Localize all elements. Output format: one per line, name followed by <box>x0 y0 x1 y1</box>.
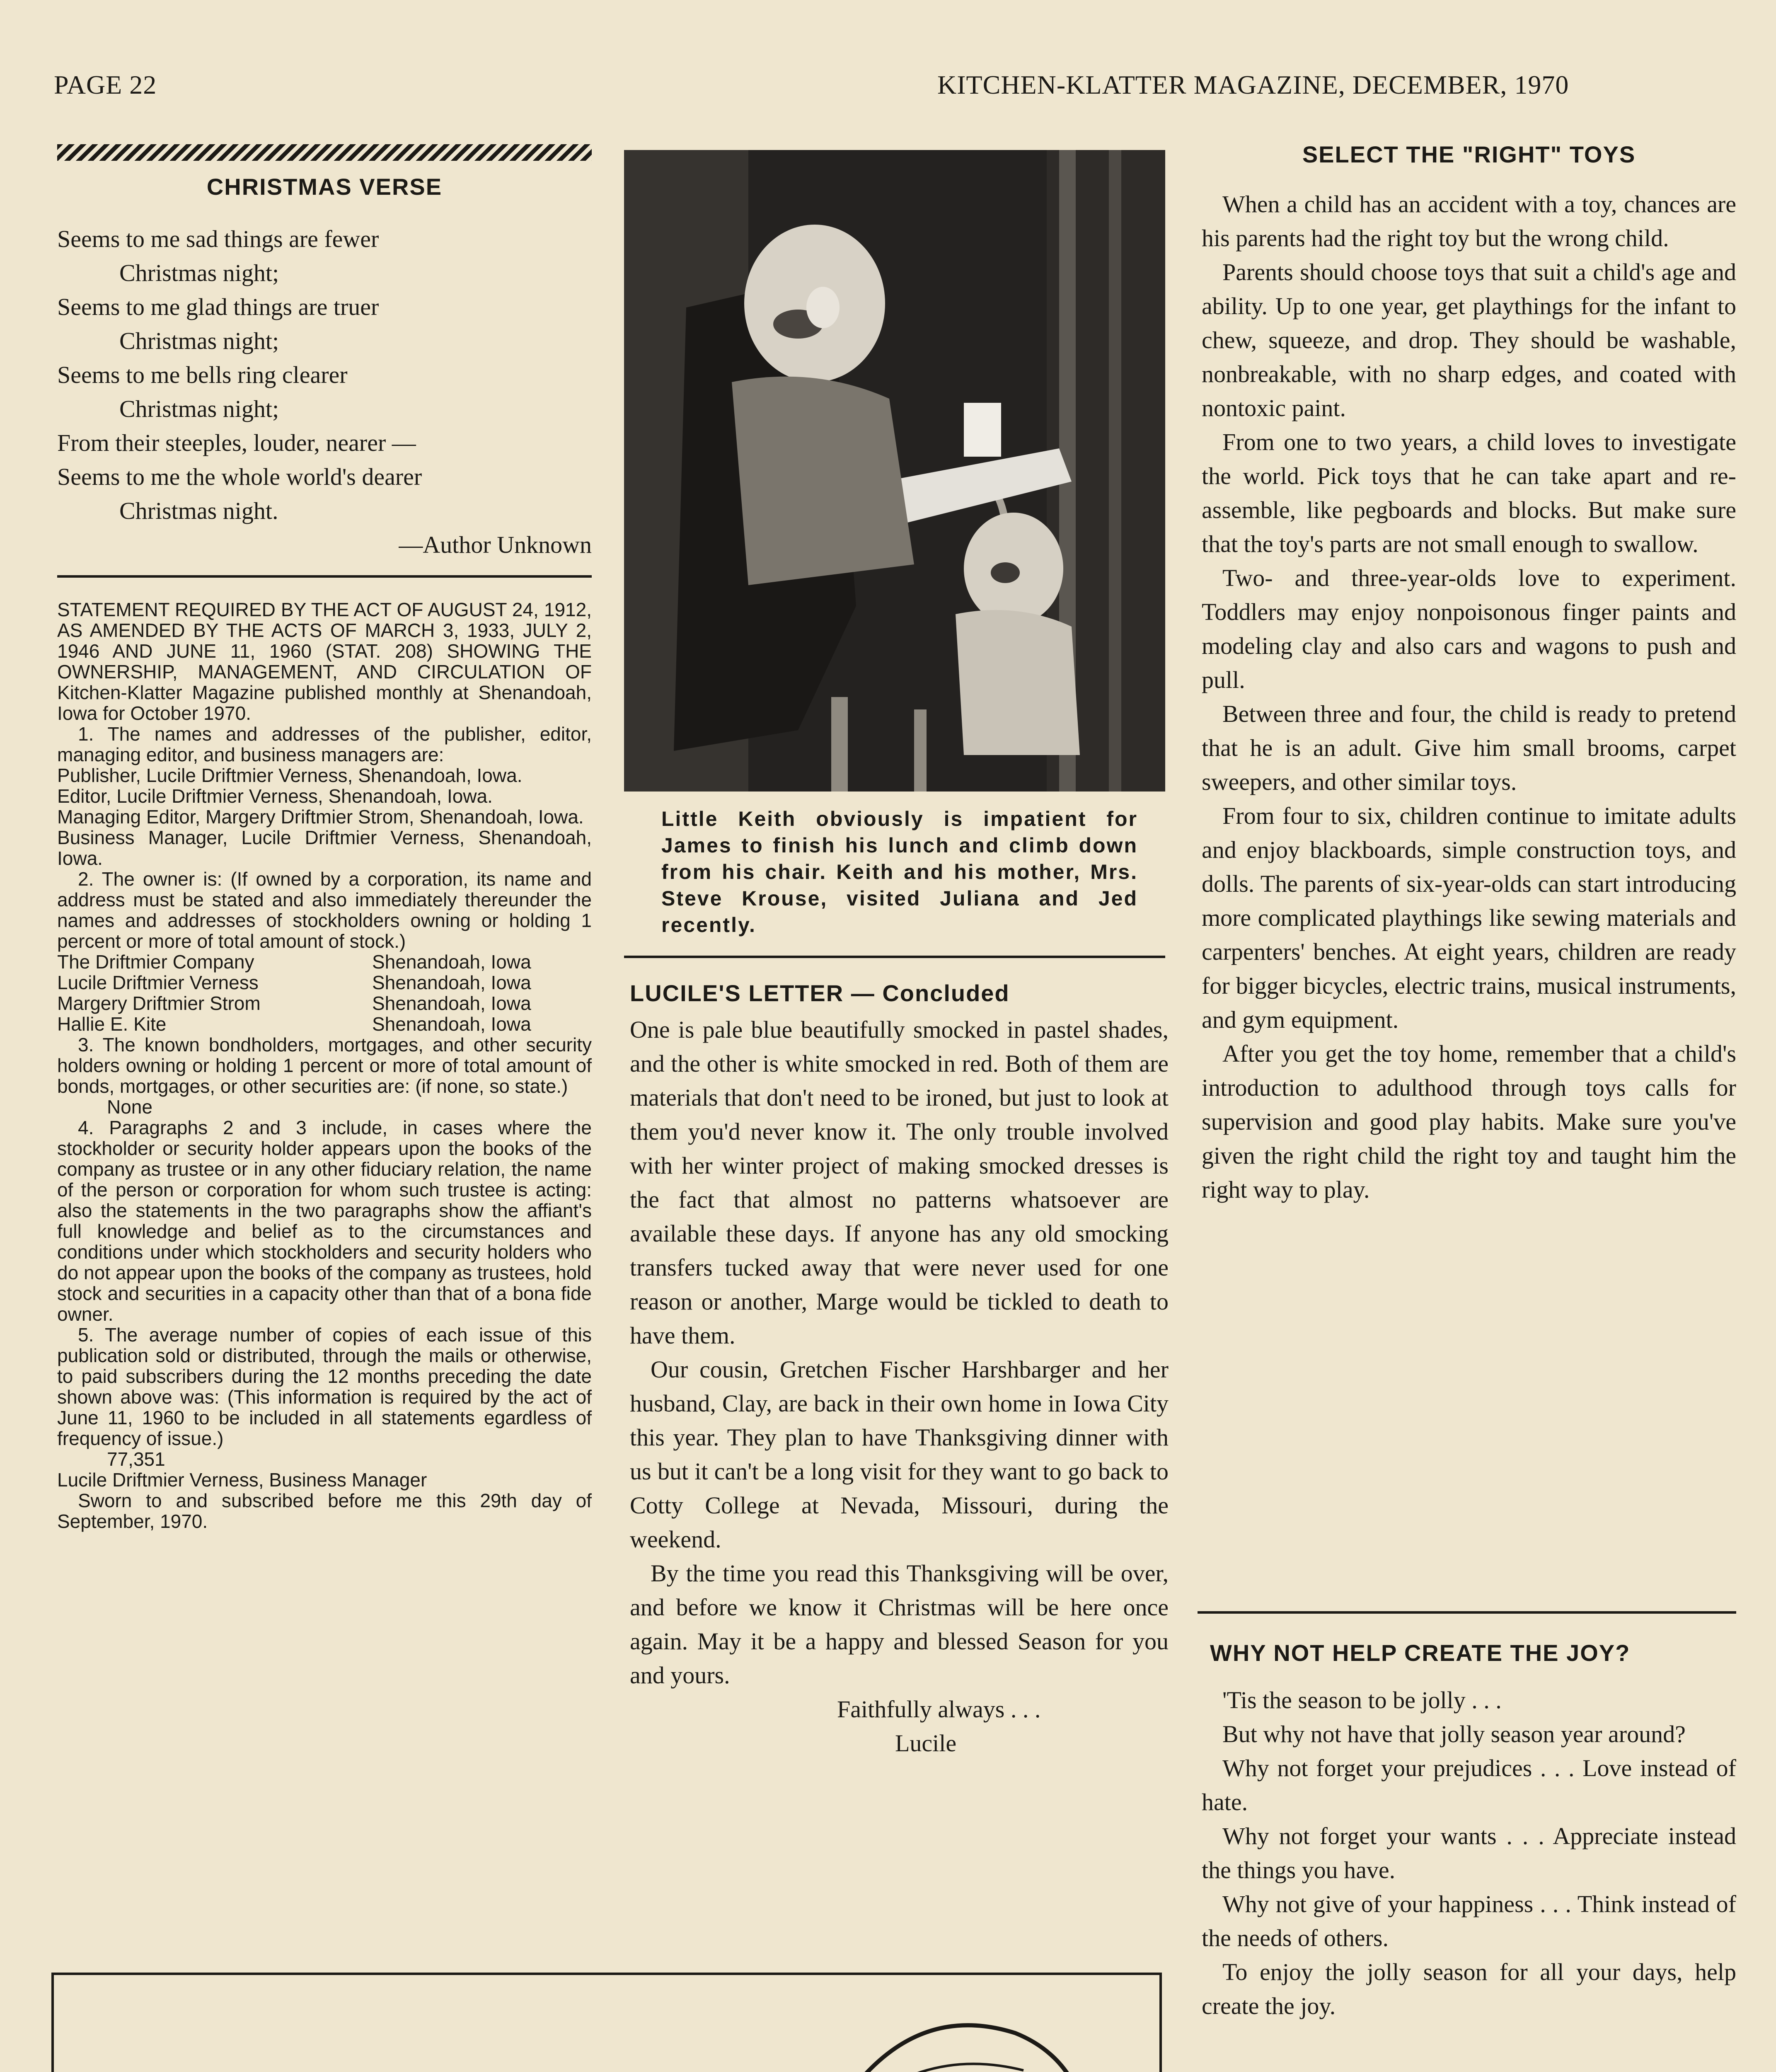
statement-sworn: Sworn to and subscribed before me this 29th day of September, 1970. <box>57 1490 592 1532</box>
statement-count: 77,351 <box>107 1448 165 1470</box>
owner-row: The Driftmier Company Shenandoah, Iowa <box>57 951 531 973</box>
verse-line: Seems to me bells ring clearer <box>57 361 348 388</box>
statement-paragraph: 5. The average number of copies of each issue of this publication sold or distributed, through the mails or otherwise, to paid subscribers during the 12 months preceding the date shown above was: (This information is required by the act of June 11, 1960 to be included in all statements egardless of frequency of issue.) <box>57 1324 592 1449</box>
verse-line: Christmas night; <box>119 259 279 286</box>
toys-paragraph: From four to six, children continue to imitate adults and enjoy blackboards, simple construction toys, and dolls. The parents of six-year-olds can start introducing more complicated playthings like sewing materials and carpenters' benches. At eight years, children are ready for bigger bicycles, electric trains, musical instruments, and gym equipment. <box>1202 802 1736 1033</box>
toys-body <box>1202 187 1736 1207</box>
joy-line: Why not give of your happiness . . . Think instead of the needs of others. <box>1202 1890 1736 1951</box>
letter-paragraph: Our cousin, Gretchen Fischer Harshbarger and her husband, Clay, are back in their own home in Iowa City this year. They plan to have Thanksgiving dinner with us but it can't be a long visit for they want to go back to Cotty College at Nevada, Missouri, during the weekend. <box>630 1356 1169 1553</box>
verse-line: Seems to me sad things are fewer <box>57 225 379 252</box>
toys-title: SELECT THE "RIGHT" TOYS <box>1302 141 1636 167</box>
luciles-letter-title: LUCILE'S LETTER — Concluded <box>630 980 1010 1006</box>
owner-row: Hallie E. Kite Shenandoah, Iowa <box>57 1013 531 1035</box>
toys-paragraph: Between three and four, the child is ready to pretend that he is an adult. Give him small brooms, carpet sweepers, and other similar toys. <box>1202 700 1736 795</box>
toys-paragraph: After you get the toy home, remember that a child's introduction to adulthood through toys calls for supervision and good play habits. Make sure you've given the right child the right toy and taught him the right way to play. <box>1202 1040 1736 1203</box>
page-number: PAGE 22 <box>54 70 157 99</box>
christmas-verse <box>57 222 592 562</box>
verse-line: Christmas night; <box>119 395 279 422</box>
section-divider <box>1198 1611 1736 1614</box>
toys-paragraph: Two- and three-year-olds love to experiment. Toddlers may enjoy nonpoisonous finger paints and modeling clay and also cars and wagons to push and pull. <box>1202 564 1736 693</box>
masthead: KITCHEN-KLATTER MAGAZINE, DECEMBER, 1970 <box>937 70 1569 99</box>
statement-editor: Editor, Lucile Driftmier Verness, Shenandoah, Iowa. <box>57 785 493 807</box>
verse-line: Seems to me the whole world's dearer <box>57 463 422 490</box>
luciles-letter-body <box>630 1013 1169 1760</box>
christmas-verse-title: CHRISTMAS VERSE <box>206 174 443 200</box>
photo-illustration <box>624 150 1165 792</box>
verse-line: From their steeples, louder, nearer — <box>57 429 416 456</box>
toys-paragraph: From one to two years, a child loves to investigate the world. Pick toys that he can take apart and re-assemble, like pegboards and blocks. But make sure that the toy's parts are not small enough to swallow. <box>1202 428 1736 557</box>
verse-author: —Author Unknown <box>399 531 592 558</box>
verse-line: Seems to me glad things are truer <box>57 293 379 320</box>
letter-signature: Lucile <box>895 1730 957 1757</box>
toys-paragraph: When a child has an accident with a toy, chances are his parents had the right toy but the wrong child. <box>1202 191 1736 252</box>
joy-title: WHY NOT HELP CREATE THE JOY? <box>1210 1640 1631 1666</box>
section-divider <box>57 575 592 578</box>
section-divider <box>624 956 1165 958</box>
statement-intro: STATEMENT REQUIRED BY THE ACT OF AUGUST 24, 1912, AS AMENDED BY THE ACTS OF MARCH 3, 1933, JULY 2, 1946 AND JUNE 11, 1960 (STAT. 208) SHOWING THE OWNERSHIP, MANAGEMENT, AND CIRCULATION OF Kitchen-Klatter Magazine published monthly at Shenandoah, Iowa for October 1970. <box>57 599 592 724</box>
joy-line: To enjoy the jolly season for all your days, help create the joy. <box>1202 1958 1736 2019</box>
joy-body <box>1202 1683 1736 2023</box>
statement-signature: Lucile Driftmier Verness, Business Manager <box>57 1469 427 1491</box>
statement-business-manager: Business Manager, Lucile Driftmier Verness, Shenandoah, Iowa. <box>57 827 592 869</box>
statement-paragraph: 3. The known bondholders, mortgages, and other security holders owning or holding 1 percent or more of total amount of bonds, mortgages, or other securities are: (if none, so state.) <box>57 1034 592 1097</box>
statement-none: None <box>107 1096 152 1118</box>
toys-paragraph: Parents should choose toys that suit a child's age and ability. Up to one year, get playthings for the infant to chew, squeeze, and drop. They should be washable, nonbreakable, with no sharp edges, and coated with nontoxic paint. <box>1202 259 1736 421</box>
book-advertisement <box>51 1973 1162 2072</box>
verse-line: Christmas night; <box>119 327 279 354</box>
owner-row: Lucile Driftmier Verness Shenandoah, Iowa <box>57 972 531 993</box>
ownership-statement <box>57 599 592 1532</box>
statement-managing-editor: Managing Editor, Margery Driftmier Strom, Shenandoah, Iowa. <box>57 806 584 828</box>
woman-illustration <box>709 1987 1148 2072</box>
decorative-border <box>57 144 592 161</box>
statement-paragraph: 2. The owner is: (If owned by a corporation, its name and address must be stated and also immediately thereunder the names and addresses of stockholders owning or holding 1 percent or more of total amount of stock.) <box>57 868 592 952</box>
statement-paragraph: 1. The names and addresses of the publisher, editor, managing editor, and business managers are: <box>57 723 592 765</box>
letter-paragraph: By the time you read this Thanksgiving will be over, and before we know it Christmas will be here once again. May it be a happy and blessed Season for you and yours. <box>630 1560 1169 1689</box>
letter-paragraph: One is pale blue beautifully smocked in pastel shades, and the other is white smocked in red. Both of them are materials that don't need to be ironed, but just to look at them you'd never know it. The only trouble involved with her winter project of making smocked dresses is the fact that almost no patterns whatsoever are available these days. If anyone has any old smocking transfers tucked away that were never used for one reason or another, Marge would be tickled to death to have them. <box>630 1016 1169 1349</box>
statement-paragraph: 4. Paragraphs 2 and 3 include, in cases where the stockholder or security holder appears upon the books of the company as trustee or in any other fiduciary relation, the name of the person or corporation for whom such trustee is acting: also the statements in the two paragraphs show the affiant's full knowledge and belief as to the circumstances and conditions under which stockholders and security holders who do not appear upon the books of the company as trustees, hold stock and securities in a capacity other than that of a bona fide owner. <box>57 1117 592 1325</box>
photo-caption: Little Keith obviously is impatient for James to finish his lunch and climb down from his chair. Keith and his mother, Mrs. Steve Krouse, visited Juliana and Jed recently. <box>661 807 1138 937</box>
joy-line: But why not have that jolly season year around? <box>1222 1721 1686 1748</box>
letter-closing: Faithfully always . . . <box>837 1696 1041 1723</box>
verse-line: Christmas night. <box>119 497 278 524</box>
joy-line: 'Tis the season to be jolly . . . <box>1222 1687 1502 1714</box>
family-photo <box>624 150 1165 792</box>
owners-list <box>57 951 592 1034</box>
joy-line: Why not forget your prejudices . . . Love instead of hate. <box>1202 1755 1736 1815</box>
joy-line: Why not forget your wants . . . Appreciate instead the things you have. <box>1202 1823 1736 1883</box>
owner-row: Margery Driftmier Strom Shenandoah, Iowa <box>57 992 531 1014</box>
statement-publisher: Publisher, Lucile Driftmier Verness, Shenandoah, Iowa. <box>57 765 523 786</box>
